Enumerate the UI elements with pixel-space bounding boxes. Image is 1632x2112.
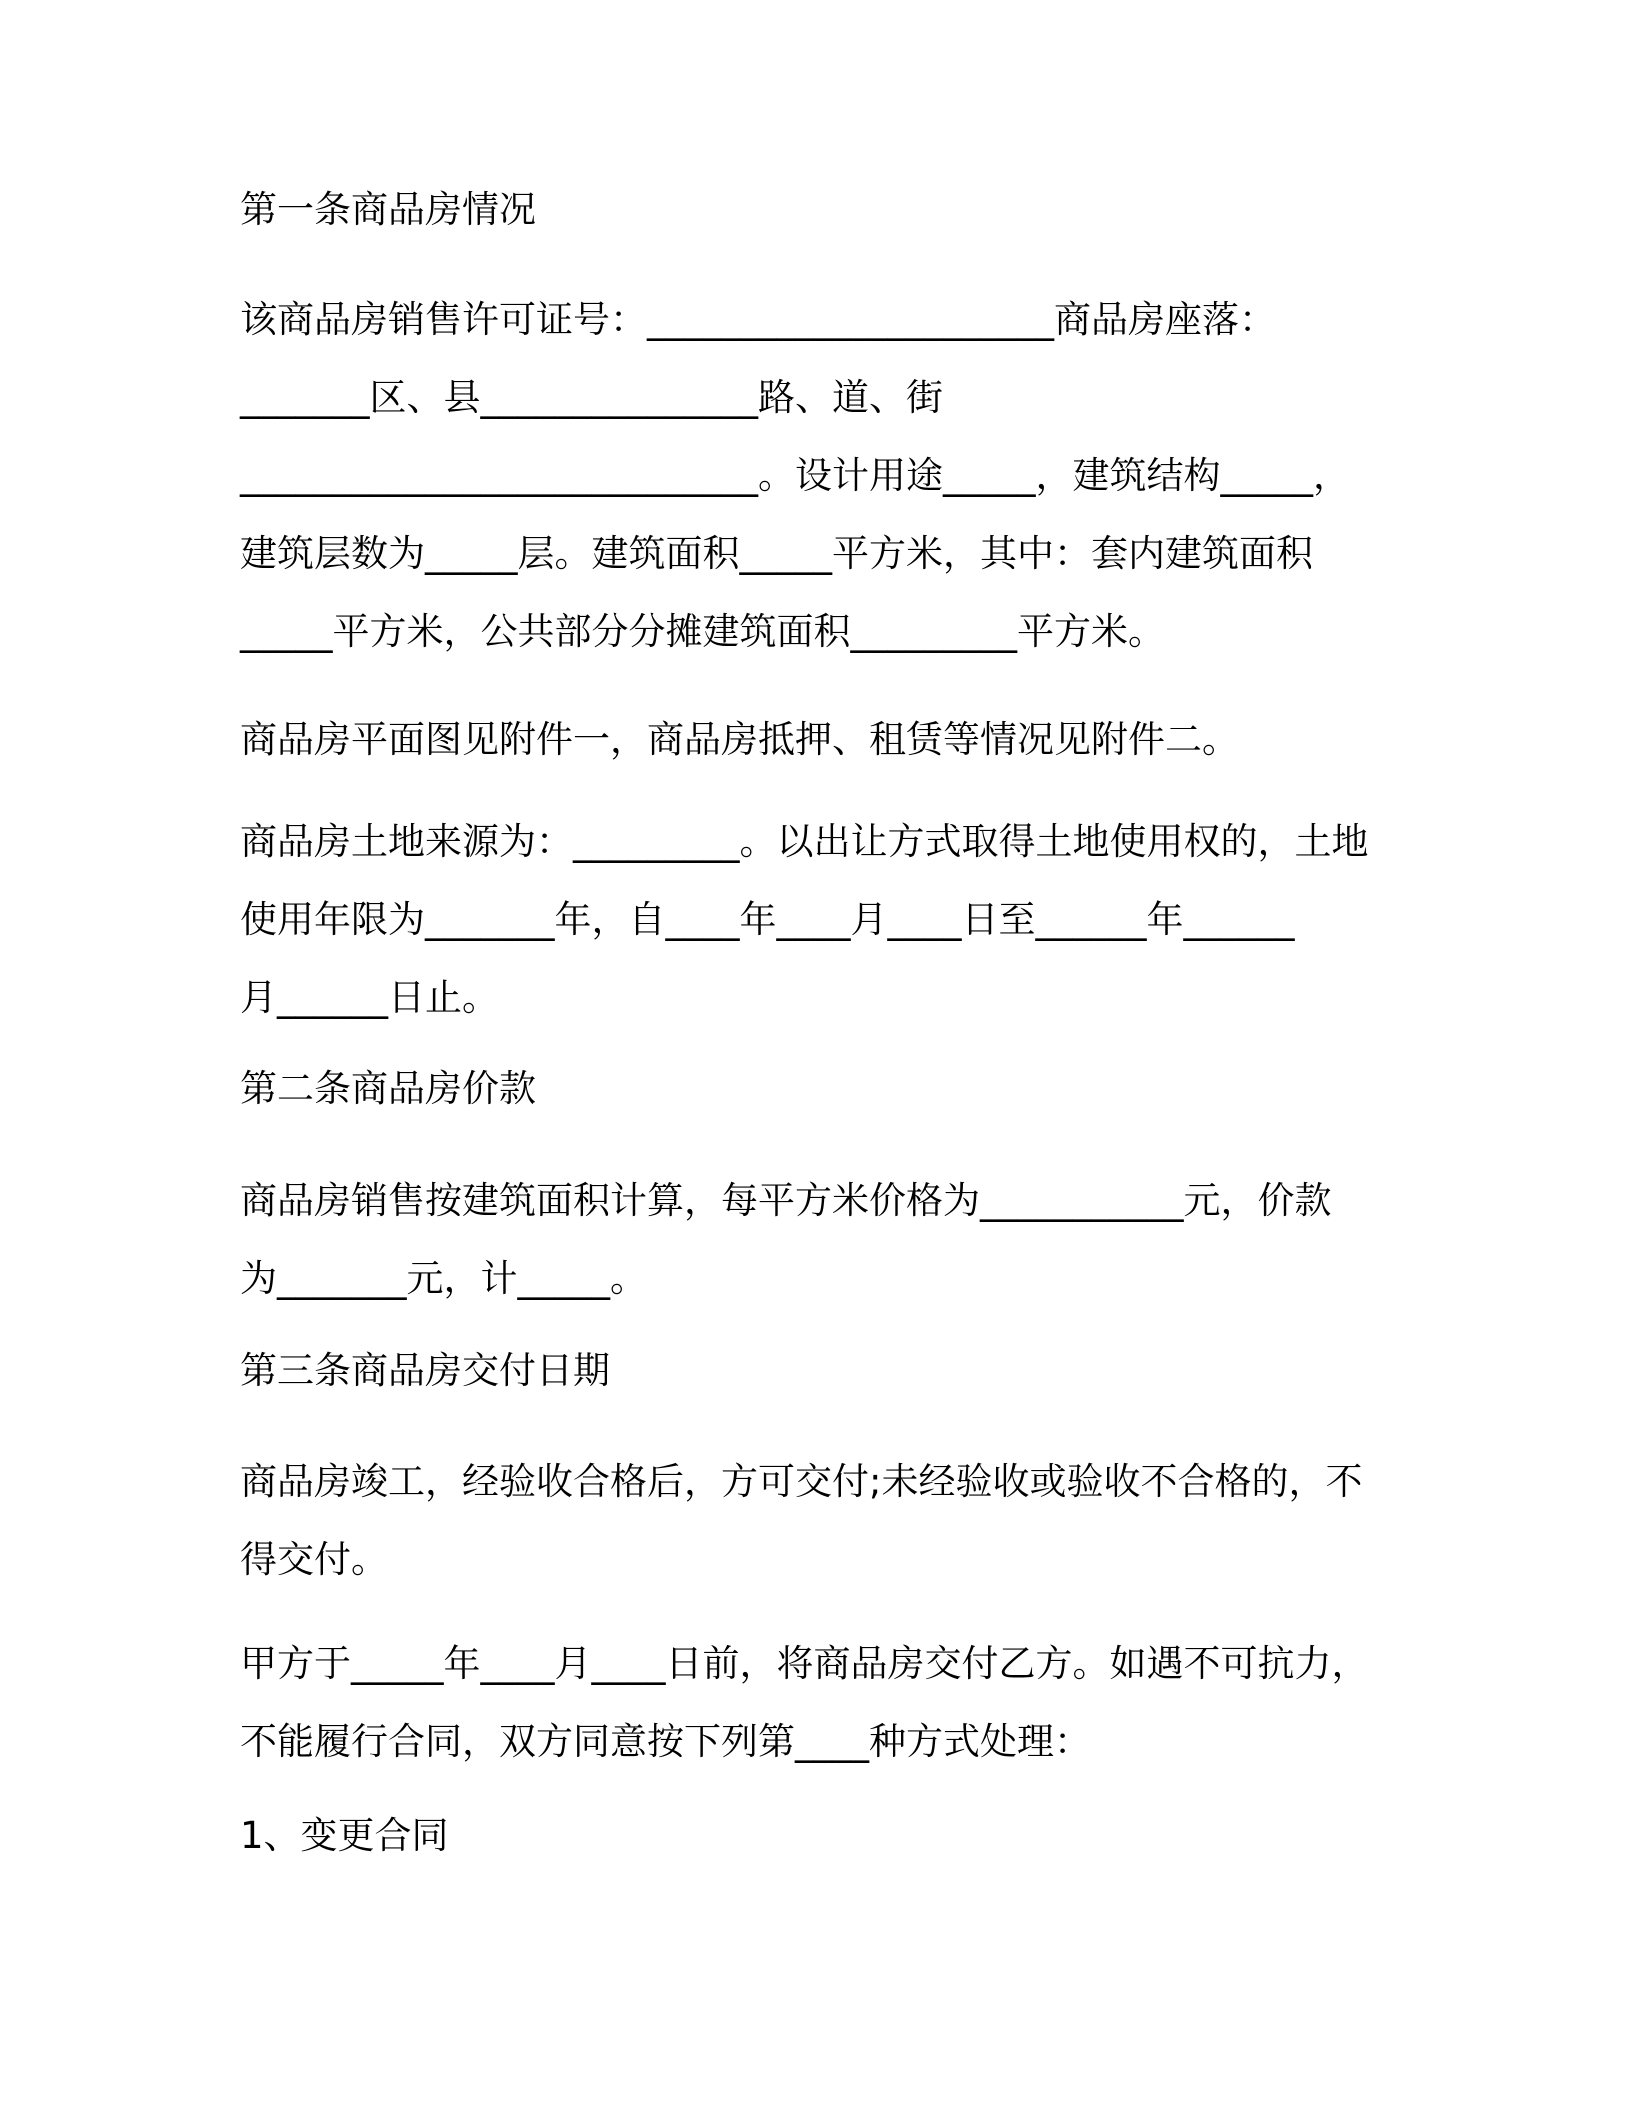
section1-heading: 第一条商品房情况 (240, 188, 536, 231)
section2-heading: 第二条商品房价款 (240, 1067, 536, 1110)
text-line: 得交付。 (240, 1538, 388, 1581)
text-line: 商品房土地来源为：_________。以出让方式取得土地使用权的，土地 (240, 820, 1369, 863)
section1-paragraph-3 (240, 803, 1400, 1037)
text-line: 建筑层数为_____层。建筑面积_____平方米，其中：套内建筑面积 (240, 532, 1313, 575)
text-line: _______区、县_______________路、道、街 (240, 376, 943, 419)
text-line: 商品房竣工，经验收合格后，方可交付;未经验收或验收不合格的，不 (240, 1460, 1363, 1503)
text-line: 使用年限为_______年，自____年____月____日至______年______ (240, 898, 1295, 941)
section3-heading: 第三条商品房交付日期 (240, 1349, 610, 1392)
section1-paragraph-1 (240, 281, 1400, 671)
section2-paragraph-1 (240, 1162, 1400, 1318)
text-line: 月______日止。 (240, 976, 499, 1019)
text-line: _____平方米，公共部分分摊建筑面积_________平方米。 (240, 610, 1165, 653)
text-line: 为_______元，计_____。 (240, 1257, 647, 1300)
section1-paragraph-2 (240, 701, 1400, 779)
text-line: 该商品房销售许可证号：______________________商品房座落： (240, 298, 1276, 341)
text-line: 商品房平面图见附件一，商品房抵押、租赁等情况见附件二。 (240, 718, 1239, 761)
section3-paragraph-1 (240, 1443, 1400, 1599)
text-line: 甲方于_____年____月____日前，将商品房交付乙方。如遇不可抗力， (240, 1642, 1369, 1685)
text-line: 商品房销售按建筑面积计算，每平方米价格为___________元，价款 (240, 1179, 1332, 1222)
section3-paragraph-2 (240, 1625, 1400, 1781)
text-line: ____________________________。设计用途_____，建筑结构_____， (240, 454, 1350, 497)
text-line: 不能履行合同，双方同意按下列第____种方式处理： (240, 1720, 1091, 1763)
section3-list-item-1: 1、变更合同 (240, 1814, 449, 1857)
